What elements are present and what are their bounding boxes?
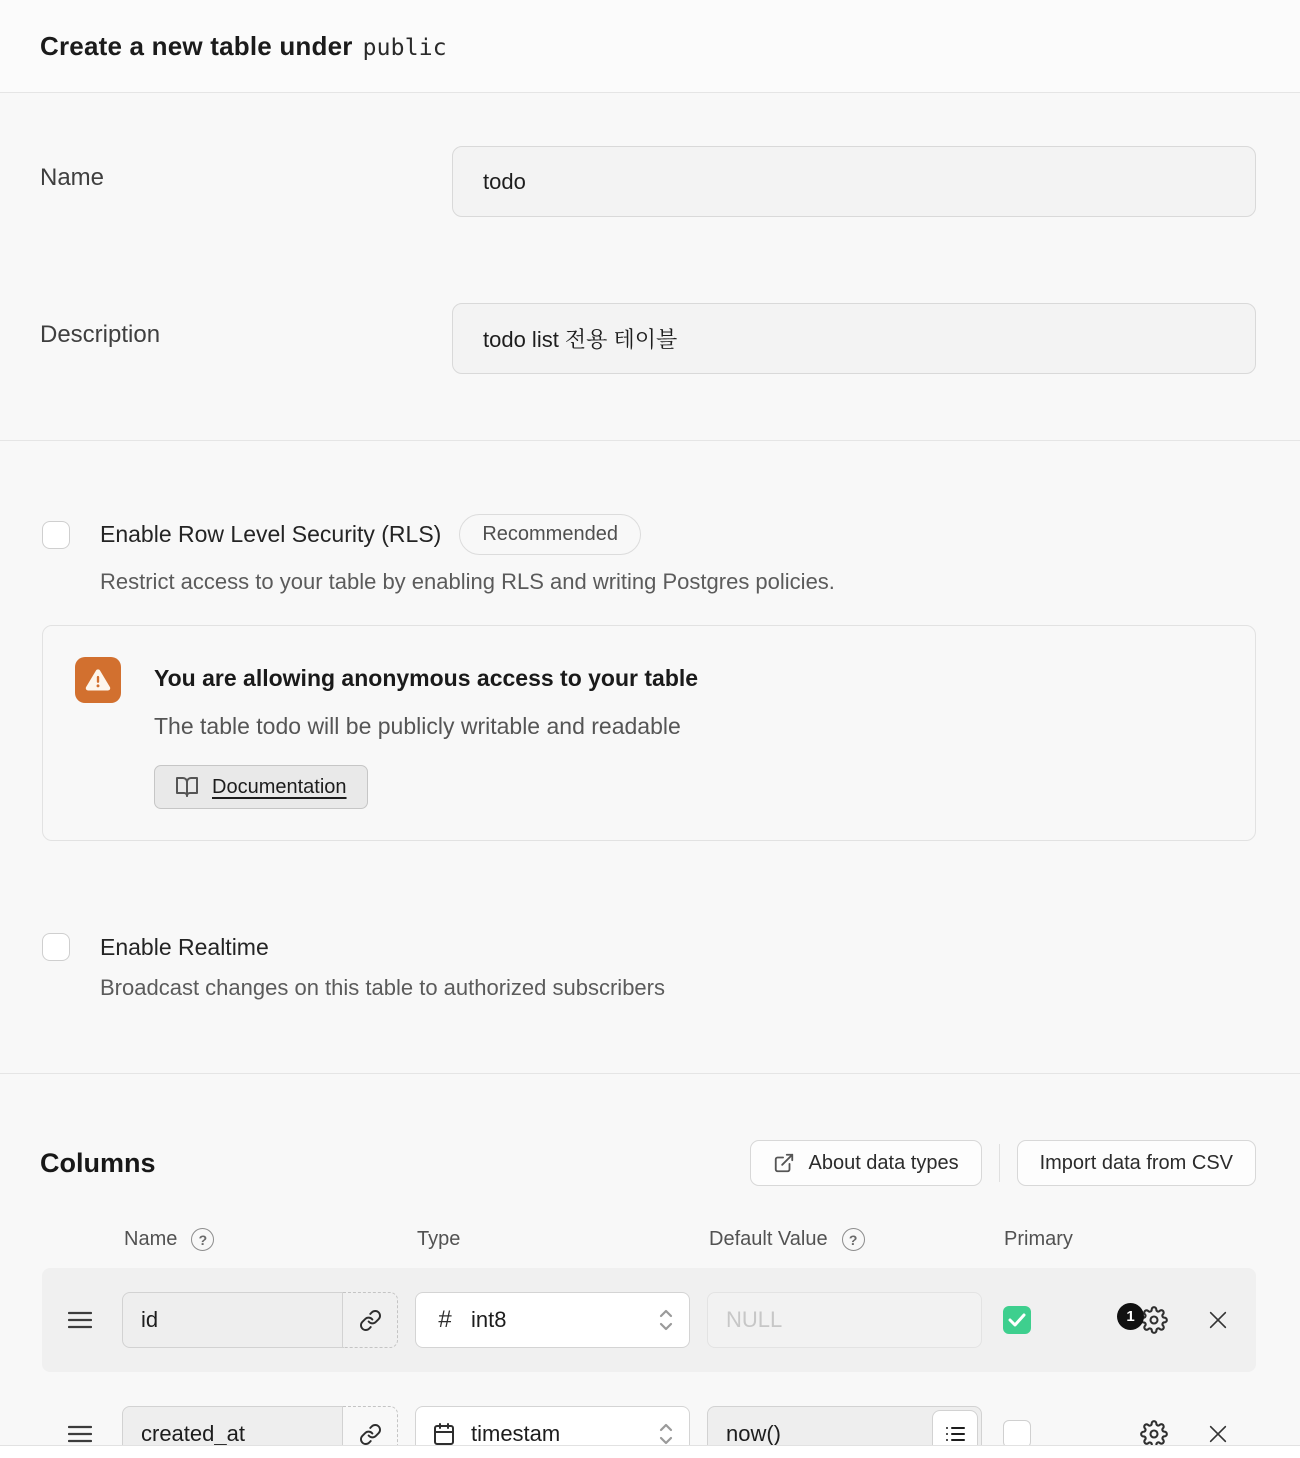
table-name-input[interactable]: [452, 146, 1256, 217]
rls-checkbox[interactable]: [42, 521, 70, 549]
columns-section: [0, 1074, 1300, 1446]
realtime-label: Enable Realtime: [100, 933, 269, 960]
warning-body: [154, 657, 698, 809]
column-default-cell: [707, 1406, 982, 1446]
column-primary-cell: [1003, 1306, 1031, 1334]
column-default-input: [707, 1292, 982, 1348]
primary-checkbox-checked[interactable]: [1003, 1306, 1031, 1334]
warning-subtitle: The table todo will be publicly writable and readable: [154, 713, 681, 739]
column-name-cell: [122, 1406, 398, 1446]
link-icon: [359, 1309, 382, 1332]
import-csv-button[interactable]: [1017, 1140, 1256, 1186]
rls-label: Enable Row Level Security (RLS): [100, 521, 442, 547]
table-description-input[interactable]: [452, 303, 1256, 374]
recommended-badge: Recommended: [459, 514, 641, 555]
column-type-select[interactable]: [415, 1292, 690, 1348]
column-table-headers: [40, 1228, 1256, 1251]
drag-handle-icon[interactable]: [42, 1423, 122, 1445]
description-field-row: [40, 303, 1256, 374]
close-icon[interactable]: [1206, 1308, 1230, 1332]
chevrons-up-down-icon: [657, 1307, 675, 1333]
column-row-id: [42, 1268, 1256, 1372]
column-name-cell: [122, 1292, 398, 1348]
list-icon: [943, 1422, 967, 1446]
header-primary-label: Primary: [1004, 1228, 1073, 1250]
alert-triangle-icon: [75, 657, 121, 703]
realtime-row: [42, 933, 1256, 961]
chevrons-up-down-icon: [657, 1421, 675, 1446]
external-link-icon: [773, 1152, 795, 1174]
panel-header: [0, 0, 1300, 93]
calendar-icon: [432, 1421, 458, 1446]
column-default-cell: [707, 1292, 982, 1348]
column-name-input[interactable]: [122, 1292, 343, 1348]
column-type-label: int8: [471, 1307, 507, 1332]
column-row-created-at: [42, 1382, 1256, 1446]
columns-header: [40, 1140, 1256, 1186]
header-default-label: Default Value: [709, 1228, 828, 1250]
row-actions: [1126, 1306, 1256, 1334]
general-section: [0, 93, 1300, 440]
columns-heading: Columns: [40, 1147, 156, 1178]
documentation-button[interactable]: [154, 765, 368, 809]
import-csv-label: Import data from CSV: [1039, 1151, 1233, 1174]
question-circle-icon[interactable]: ?: [191, 1228, 214, 1251]
panel-content: [0, 93, 1300, 1446]
suggestions-button[interactable]: [932, 1410, 978, 1446]
column-type-label: timestam: [471, 1421, 561, 1446]
foreign-key-button[interactable]: [343, 1292, 398, 1348]
rls-description: Restrict access to your table by enabling RLS and writing Postgres policies.: [100, 569, 835, 594]
column-type-select[interactable]: [415, 1406, 690, 1446]
settings-count-badge: 1: [1117, 1303, 1144, 1330]
row-actions: [1140, 1420, 1256, 1446]
page-title-text: Create a new table under: [40, 30, 353, 61]
about-data-types-button[interactable]: [750, 1140, 981, 1186]
name-label: Name: [40, 164, 105, 191]
question-circle-icon[interactable]: ?: [842, 1228, 865, 1251]
column-name-input[interactable]: [122, 1406, 343, 1446]
drag-handle-icon[interactable]: [42, 1309, 122, 1331]
foreign-key-button[interactable]: [343, 1406, 398, 1446]
schema-name: public: [362, 34, 447, 61]
close-icon[interactable]: [1206, 1422, 1230, 1446]
link-icon: [359, 1423, 382, 1446]
anonymous-access-warning: [42, 625, 1256, 841]
name-field-row: [40, 146, 1256, 217]
about-data-types-label: About data types: [808, 1151, 959, 1174]
panel-footer: [0, 1446, 1300, 1458]
book-open-icon: [175, 775, 199, 799]
header-type-label: Type: [417, 1228, 461, 1250]
description-label: Description: [40, 321, 161, 348]
button-divider: [999, 1144, 1000, 1182]
primary-checkbox-unchecked[interactable]: [1003, 1420, 1031, 1446]
gear-icon[interactable]: [1140, 1420, 1168, 1446]
columns-actions: [750, 1140, 1256, 1186]
gear-icon[interactable]: [1126, 1306, 1168, 1334]
header-name-label: Name: [124, 1228, 178, 1250]
page-title: [40, 31, 447, 62]
realtime-description: Broadcast changes on this table to authorized subscribers: [100, 975, 665, 1000]
rls-row: [42, 514, 1256, 555]
column-primary-cell: [1003, 1420, 1031, 1446]
documentation-label: Documentation: [212, 775, 347, 798]
realtime-checkbox[interactable]: [42, 933, 70, 961]
warning-title: You are allowing anonymous access to your table: [154, 665, 699, 691]
number-icon: #: [438, 1306, 452, 1333]
toggles-section: [0, 441, 1300, 1073]
